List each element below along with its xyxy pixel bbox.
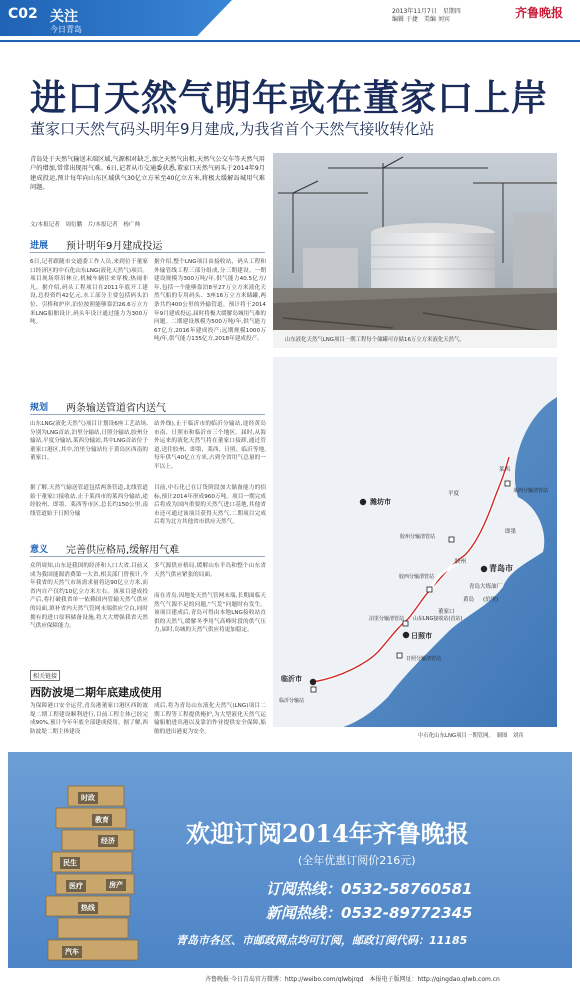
section-keyword: 进展 xyxy=(30,241,49,251)
block-label: 房产 xyxy=(106,879,126,891)
station-label: 胶州分输清管站 xyxy=(400,534,436,540)
city-dot xyxy=(481,566,487,572)
construction-photo xyxy=(273,153,557,348)
editor-credits: 编辑 于捷 美编 刘宾 xyxy=(392,16,450,23)
station-label: 临沂分输站 xyxy=(279,698,305,704)
station-label: 胶西分输清管站 xyxy=(399,574,435,580)
article-column: 6日,记者跟随市交通委工作人员,来到位于董家口经济区的中石化山东LNG(液化天然气)项目。项目现场塔吊林立,机械车辆往来穿梭,热闹非凡。据介绍,码头工程项目在2011年底开工建设,总投资约42亿元,水工部分主要包括码头泊位、引桥和护岸,泊位按照能够靠泊26.6万立方米LNG船舶设计,码头年设计通过能力为300万吨。 xyxy=(30,259,148,326)
station-label: 泊里分输清管站 xyxy=(369,616,405,622)
pipeline-map xyxy=(273,357,557,727)
city-dot xyxy=(310,679,316,685)
article-column: 众所周知,山东是我国的经济和人口大省,目前又成为我国能源消费第一大省,相关部门曾预计,今年我省的天然气市场需求量将达90亿立方米,而省内自产仅约10亿立方米左右。该项目建成投产后,将打破我省单一依赖国内管输天然气供应的局面,填补省内天然气管网末端供应空白,同时拥有的进口原料储备设施,将大大增强我省天然气供应保障能力。 xyxy=(30,563,148,630)
place-label: 莱西 xyxy=(499,467,511,473)
footer-text: 齐鲁晚报·今日青岛官方微博：http://weibo.com/qlwbjrqd 本报电子版网址：http://qingdao.qlwb.com.cn xyxy=(205,976,500,983)
article-column: 多气源供应格局,缓解山东半岛和整个山东省天然气供应紧张的局面。 xyxy=(154,563,266,578)
place-label: 黄岛 xyxy=(463,597,475,603)
section-rule xyxy=(30,556,265,557)
related-title: 西防波堤二期年底建成使用 xyxy=(30,686,162,699)
city-label: 日照市 xyxy=(411,632,432,640)
header-rule xyxy=(0,40,580,42)
city-label: 潍坊市 xyxy=(370,498,391,506)
jenga-tower xyxy=(38,772,148,964)
block-label: 汽车 xyxy=(62,946,82,958)
place-label: 董家口 xyxy=(438,609,455,615)
place-label: 平度 xyxy=(448,491,460,497)
article-column: 据了解,天然气输送管道包括两条管道,北线管道始于董家口接收站,止于莱西市的莱西分输站,途经胶州、即墨、莱西等市区,总长约150公里,南线管道始于日照分输 xyxy=(30,485,148,517)
place-label: (泊里) xyxy=(483,597,499,603)
map-caption: 中石化山东LNG项目一期管网。 制图 刘宾 xyxy=(418,733,524,739)
byline: 文/本报记者 周衍鹏 片/本报记者 杨广帅 xyxy=(30,222,141,228)
block-label: 热线 xyxy=(78,902,98,914)
subheadline: 董家口天然气码头明年9月建成,为我省首个天然气接收转化站 xyxy=(30,120,435,138)
place-label: 胶州 xyxy=(455,559,467,565)
subscription-hotline: 订阅热线：0532-58760581 xyxy=(266,880,473,898)
subscription-ad xyxy=(8,752,572,968)
section-keyword: 意义 xyxy=(30,545,49,555)
section-rule xyxy=(30,252,265,253)
ad-bottom-line: 青岛市各区、市邮政网点均可订阅，邮政订阅代码：11185 xyxy=(176,934,468,947)
article-column: 成后,将为青岛山东液化天然气(LNG)项目二期工程等工程提供掩护,为大型液化天然气运输船舶进出港以及靠泊作业提供安全保障,船舶的进出港更为安全。 xyxy=(154,703,266,735)
article-column: 站外线),止于临沂市的临沂分输站,途经黄岛市南、日照市和临沂市三个地区。届时,从海外运来的液化天然气将在董家口接卸,通过管道,送往胶州、即墨、莱西、日照、临沂等地,每年供气40亿立方米,占到全省用气总量的一半以上。 xyxy=(154,421,266,470)
station-label: 莱西分输清管站 xyxy=(513,488,549,494)
sub-section-name: 今日青岛 xyxy=(50,25,82,34)
station-label: 山东LNG接收站(首站) xyxy=(413,616,463,622)
block-label: 教育 xyxy=(92,814,112,826)
page-footer xyxy=(0,972,580,989)
newspaper-logo: 齐鲁晚报 xyxy=(515,6,564,20)
city-dot xyxy=(360,499,366,505)
section-name: 关注 xyxy=(50,9,78,25)
news-hotline: 新闻热线：0532-89772345 xyxy=(266,904,473,922)
ad-title: 欢迎订阅2014年齐鲁晚报 xyxy=(186,819,469,848)
block-label: 医疗 xyxy=(66,880,86,892)
article-column: 山东LNG(液化天然气)项目计划设6座工艺站场,分别为LNG首站,泊里分输站,日照分输站,胶州分输站,平度分输站,莱西分输站,其中LNG首站位于董家口港区,其中,泊里分输站位于黄岛区西南的董家口。 xyxy=(30,421,148,462)
related-tag: 相关链接 xyxy=(30,670,60,681)
block-label: 民生 xyxy=(60,857,80,869)
section-heading: 完善供应格局,缓解用气难 xyxy=(66,545,180,556)
city-label: 青岛市 xyxy=(489,564,513,573)
lead-paragraph: 青岛处于天然气输送末端区域,气源相对缺乏,加之天然气出租,天然气公交车等天然气用户的增加,常常出现用气难。6日,记者从市交通委获悉,董家口天然气码头于2014年9月建成投运,预计每年向山东区域供气30亿立方米至40亿立方米,将极大缓解岛城用气难问题。 xyxy=(30,156,265,192)
ad-price: (全年优惠订阅价216元) xyxy=(298,854,416,867)
article-column: 据介绍,整个LNG项目由接收站、码头工程和外输管线工程三部分组成,分三期建设。一期建设规模为300万吨/年,供气能力40.5亿方/年,包括一个能够靠泊8至27万立方米液化天然气船的专用码头、3座16万立方米储罐,两条共约400公里的外输管道。预计将于2014年9月建成投运,届时将极大缓解岛城用气难的问题。二期建设规模为500万吨/年,供气能力67亿方,2016年建成投产;远期规模1000万吨/年,供气能力135亿方,2018年建成投产。 xyxy=(154,259,266,343)
issue-date: 2013年11月7日 星期四 xyxy=(392,8,461,15)
section-rule xyxy=(30,414,265,415)
city-dot xyxy=(403,632,409,638)
city-label: 临沂市 xyxy=(281,675,302,683)
article-column: 为保障港口安全运营,青岛港董家口港区西防波堤二期工程建设顺利进行,目前工程主体已经完成90%,预计今年年底全部建成使用。据了解,西防波堤二期主体建设 xyxy=(30,703,148,735)
article-column: 而在青岛,因地处天然气管网末端,长期面临天然气气源不足的问题,“气荒”问题时有发生。该项目建成后,青岛可得由本地LNG接收站直供的天然气,缓解冬季用气高峰时段的供气压力,届时,岛城的天然气供应将更加稳定。 xyxy=(154,593,266,634)
article-column: 目前,中石化已在订货阶段加大储备能力的招标,预计2014年形成960万吨。项目一期完成后将成为国内重要的天然气进口基地,其他省市还可通过该项目获得天然气,二期项目完成后将为北方其他省市供应天然气。 xyxy=(154,485,266,526)
headline: 进口天然气明年或在董家口上岸 xyxy=(30,78,549,119)
block-label: 时政 xyxy=(78,792,98,804)
section-heading: 两条输送管道省内送气 xyxy=(66,403,166,414)
page-header xyxy=(0,0,580,40)
section-heading: 预计明年9月建成投运 xyxy=(66,241,163,252)
section-number: C02 xyxy=(8,6,38,22)
place-label: 青岛大炼油厂 xyxy=(469,584,503,590)
photo-caption: 山东液化天然气LNG项目一期工程每个储罐可存储16万立方米液化天然气。 xyxy=(285,337,465,343)
place-label: 即墨 xyxy=(505,529,517,535)
block-label: 经济 xyxy=(98,835,118,847)
section-keyword: 规划 xyxy=(30,403,49,413)
station-label: 日照分输清管站 xyxy=(406,656,442,662)
